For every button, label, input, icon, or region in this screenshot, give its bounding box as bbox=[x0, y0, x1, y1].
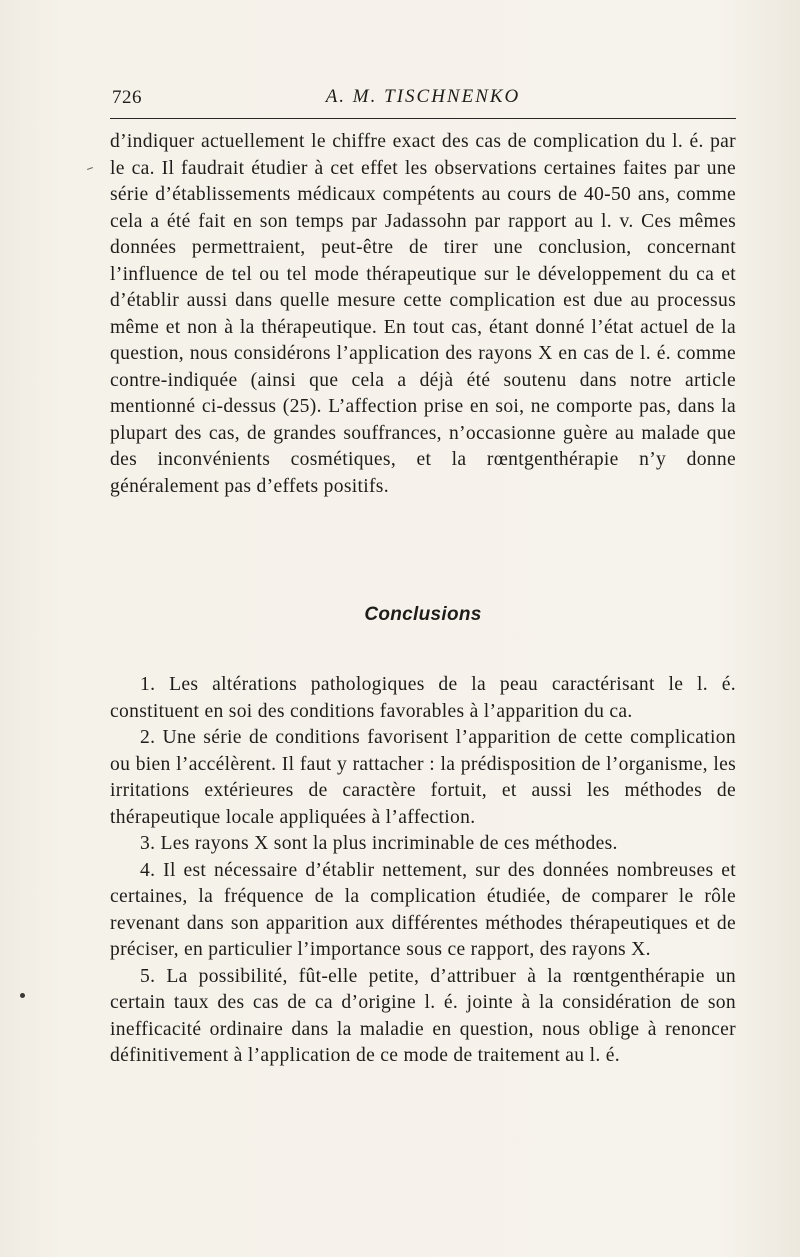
conclusions-heading: Conclusions bbox=[364, 604, 482, 625]
conclusion-item-3: 3. Les rayons X sont la plus incriminable de ces méthodes. bbox=[140, 833, 618, 854]
conclusion-item-1: 1. Les altérations pathologiques de la peau caractérisant le l. é. constituent en soi des conditions favorables à l’apparition du ca. bbox=[110, 674, 736, 722]
conclusions-list bbox=[110, 672, 736, 1070]
page-header bbox=[110, 84, 736, 114]
header-rule bbox=[110, 118, 736, 119]
margin-mark bbox=[87, 167, 93, 170]
conclusion-item-2: 2. Une série de conditions favorisent l’apparition de cette complication ou bien l’accélèrent. Il faut y rattacher : la prédisposition de l’organisme, les irritations extérieures de caractère fortuit, et aussi les méthodes de thérapeutique locale appliquées à l’affection. bbox=[110, 727, 736, 828]
conclusion-item-4: 4. Il est nécessaire d’établir nettement, sur des données nombreuses et certaines, la fréquence de la complication étudiée, de comparer le rôle revenant dans son apparition aux différentes méthodes thérapeutiques et de préciser, en particulier l’importance sous ce rapport, des rayons X. bbox=[110, 859, 736, 960]
running-head: A. M. TISCHNENKO bbox=[325, 86, 521, 107]
body-text bbox=[110, 129, 736, 500]
body-paragraph: d’indiquer actuellement le chiffre exact des cas de complication du l. é. par le ca. Il faudrait étudier à cet effet les observations certaines faites par une série d’établissements médicaux compétents au cours de 40-50 ans, comme cela a été fait en son temps par Jadassohn par rapport au l. v. Ces mêmes données permettraient, peut-être de tirer une conclusion, concernant l’influence de tel ou tel mode thérapeutique sur le développement du ca et d’établir aussi dans quelle mesure cette complication est due au processus même et non à la thérapeutique. En tout cas, étant donné l’état actuel de la question, nous considérons l’application des rayons X en cas de l. é. comme contre-indiquée (ainsi que cela a déjà été soutenu dans notre article mentionné ci-dessus (25). L’affection prise en soi, ne comporte pas, dans la plupart des cas, de grandes souffrances, n’occasionne guère au malade que des inconvénients cosmétiques, et la rœntgenthérapie n’y donne généralement pas d’effets positifs. bbox=[110, 131, 736, 497]
page-number: 726 bbox=[112, 87, 142, 108]
conclusion-item-5: 5. La possibilité, fût-elle petite, d’attribuer à la rœntgenthérapie un certain taux des cas de ca d’origine l. é. jointe à la considération de son inefficacité ordinaire dans la maladie en question, nous oblige à renoncer définitivement à l’application de ce mode de traitement au l. é. bbox=[110, 965, 736, 1066]
paper-speck bbox=[20, 993, 25, 998]
